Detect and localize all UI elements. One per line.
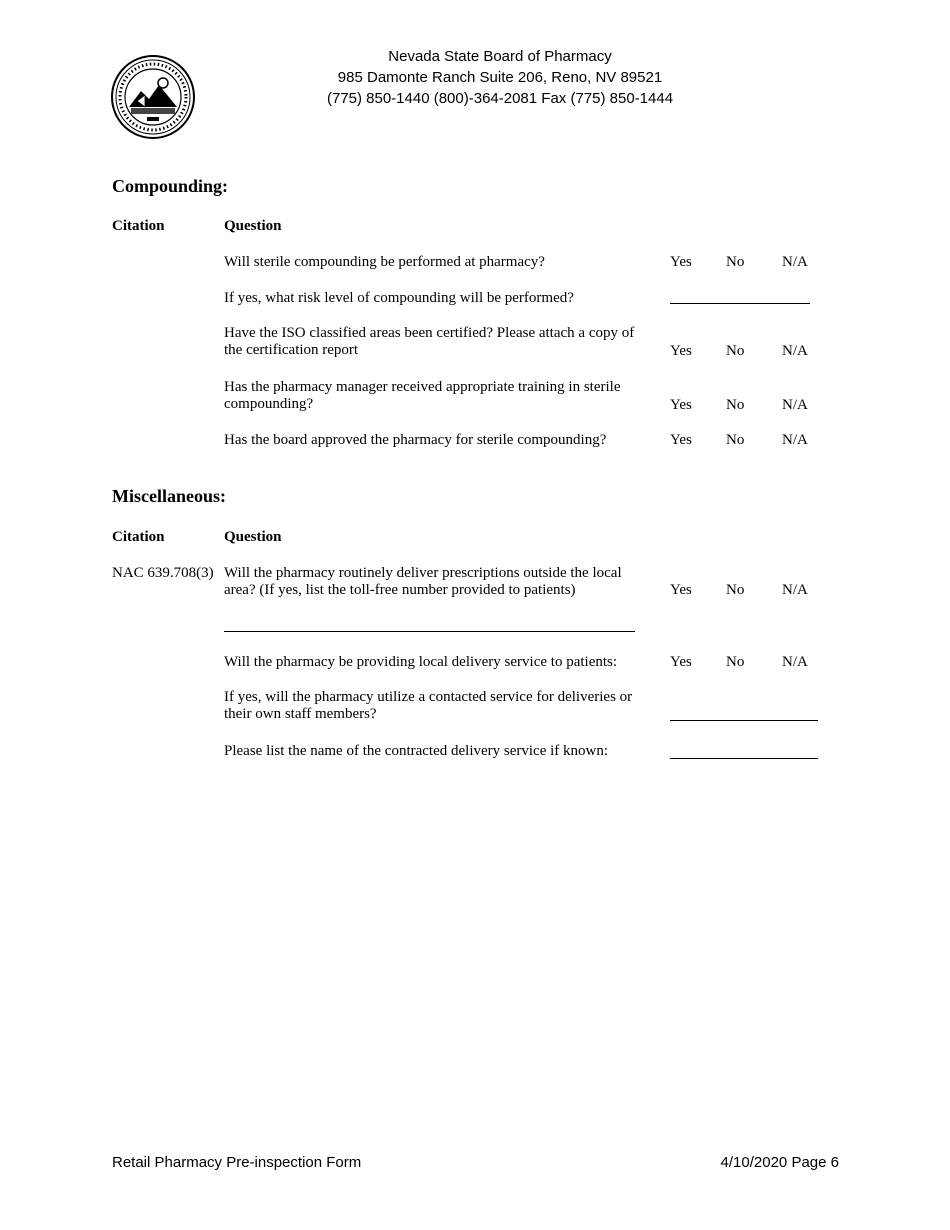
citation-header: Citation — [112, 529, 165, 545]
question-deliver-outside-local: Will the pharmacy routinely deliver prescriptions outside the local area? (If yes, list the toll-free number provided to patients) — [224, 565, 622, 598]
risk-level-blank-field[interactable] — [670, 303, 810, 304]
org-name: Nevada State Board of Pharmacy — [388, 48, 612, 65]
question-header: Question — [224, 529, 282, 545]
answer-no[interactable]: No — [726, 254, 745, 270]
question-contracted-service-name: Please list the name of the contracted delivery service if known: — [224, 743, 609, 759]
question-header: Question — [224, 218, 282, 234]
question-local-delivery: Will the pharmacy be providing local delivery service to patients: — [224, 654, 618, 670]
answer-yes[interactable]: Yes — [670, 582, 692, 598]
answer-yes[interactable]: Yes — [670, 432, 692, 448]
answer-yes[interactable]: Yes — [670, 397, 692, 413]
org-phones: (775) 850-1440 (800)-364-2081 Fax (775) 850-1444 — [326, 90, 674, 107]
question-board-approved: Has the board approved the pharmacy for sterile compounding? — [224, 432, 607, 448]
question-iso-certified: Have the ISO classified areas been certified? Please attach a copy of the certification report — [224, 325, 635, 358]
answer-na[interactable]: N/A — [782, 654, 808, 670]
question-risk-level: If yes, what risk level of compounding will be performed? — [224, 290, 574, 306]
answer-na[interactable]: N/A — [782, 432, 808, 448]
footer-form-name: Retail Pharmacy Pre-inspection Form — [112, 1154, 362, 1171]
question-sterile-compounding: Will sterile compounding be performed at pharmacy? — [224, 254, 545, 270]
answer-no[interactable]: No — [726, 654, 745, 670]
question-contracted-service-or-staff: If yes, will the pharmacy utilize a contacted service for deliveries or their own staff members? — [224, 689, 633, 722]
section-title-compounding: Compounding: — [112, 176, 229, 196]
answer-no[interactable]: No — [726, 432, 745, 448]
answer-na[interactable]: N/A — [782, 582, 808, 598]
answer-no[interactable]: No — [726, 582, 745, 598]
delivery-method-blank-field[interactable] — [670, 720, 818, 721]
question-manager-training: Has the pharmacy manager received appropriate training in sterile compounding? — [224, 379, 621, 412]
answer-yes[interactable]: Yes — [670, 654, 692, 670]
toll-free-number-blank-field[interactable] — [224, 631, 635, 632]
nevada-state-seal-icon — [111, 55, 195, 139]
answer-na[interactable]: N/A — [782, 254, 808, 270]
delivery-service-name-blank-field[interactable] — [670, 758, 818, 759]
answer-no[interactable]: No — [726, 343, 745, 359]
citation-nac-639-708-3: NAC 639.708(3) — [112, 565, 214, 581]
footer-date-page: 4/10/2020 Page 6 — [720, 1154, 839, 1171]
org-address: 985 Damonte Ranch Suite 206, Reno, NV 89521 — [337, 69, 663, 86]
answer-na[interactable]: N/A — [782, 397, 808, 413]
section-title-miscellaneous: Miscellaneous: — [112, 486, 226, 506]
answer-na[interactable]: N/A — [782, 343, 808, 359]
answer-no[interactable]: No — [726, 397, 745, 413]
answer-yes[interactable]: Yes — [670, 343, 692, 359]
answer-yes[interactable]: Yes — [670, 254, 692, 270]
citation-header: Citation — [112, 218, 165, 234]
